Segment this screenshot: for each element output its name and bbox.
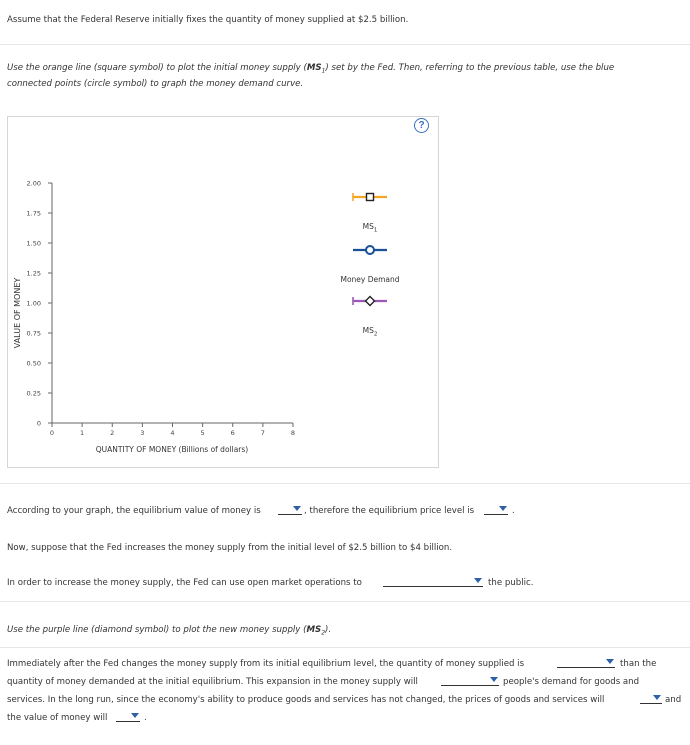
- x-tick-label: 1: [80, 429, 85, 437]
- chevron-down-icon: [653, 695, 661, 700]
- legend-item-0[interactable]: [353, 193, 387, 234]
- y-tick-label: 2.00: [26, 179, 41, 188]
- x-tick-label: 6: [230, 429, 235, 437]
- x-tick-label: 4: [170, 429, 175, 437]
- intro-text: Assume that the Federal Reserve initially fixes the quantity of money supplied at $2.5 billion.: [7, 15, 409, 25]
- divider: [0, 601, 690, 602]
- x-tick-label: 5: [200, 429, 205, 437]
- y-tick-label: 1.75: [26, 209, 41, 218]
- chevron-down-icon: [474, 578, 482, 583]
- quantity-supplied-dropdown[interactable]: [557, 657, 615, 668]
- legend-label: $MS_1$: [362, 222, 378, 234]
- legend-label: $MS_2$: [362, 326, 378, 338]
- legend-label: Money Demand: [340, 275, 400, 284]
- y-tick-label: 0.25: [26, 389, 41, 398]
- y-tick-label: 0: [36, 419, 41, 428]
- paragraph-line-1-b: than the: [620, 659, 657, 669]
- demand-effect-dropdown[interactable]: [441, 675, 499, 686]
- paragraph-line-4: the value of money will: [7, 713, 108, 723]
- open-market-dropdown[interactable]: [383, 576, 483, 587]
- chevron-down-icon: [131, 713, 139, 718]
- y-axis-label: VALUE OF MONEY: [13, 277, 22, 349]
- y-tick-label: 1.25: [26, 269, 41, 278]
- question-open-market: In order to increase the money supply, the Fed can use open market operations to: [7, 578, 362, 588]
- circle-icon: [366, 246, 374, 254]
- paragraph-line-1: Immediately after the Fed changes the money supply from its initial equilibrium level, the quantity of money supplied is: [7, 659, 525, 669]
- price-level-dropdown[interactable]: [484, 504, 508, 515]
- y-tick-label: 0.75: [26, 329, 41, 338]
- scenario-text: Now, suppose that the Fed increases the money supply from the initial level of $2.5 billion to $4 billion.: [7, 543, 453, 553]
- paragraph-line-3-b: and: [665, 695, 682, 705]
- paragraph-line-3: services. In the long run, since the economy's ability to produce goods and services has not changed, the prices of goods and services will: [7, 695, 605, 705]
- legend-item-1[interactable]: [340, 246, 399, 284]
- question-open-market-b: the public.: [488, 578, 534, 588]
- prices-dropdown[interactable]: [640, 693, 662, 704]
- value-of-money-dropdown[interactable]: [116, 711, 140, 722]
- x-axis-label: QUANTITY OF MONEY (Billions of dollars): [95, 445, 249, 454]
- x-tick-label: 2: [110, 429, 115, 437]
- chevron-down-icon: [293, 506, 301, 511]
- help-icon[interactable]: ?: [414, 118, 429, 133]
- divider: [0, 483, 690, 484]
- instruction-line-2: connected points (circle symbol) to graph the money demand curve.: [7, 79, 304, 89]
- y-tick-label: 1.00: [26, 299, 41, 308]
- y-tick-label: 1.50: [26, 239, 41, 248]
- period: .: [512, 506, 515, 516]
- paragraph-line-2: quantity of money demanded at the initial equilibrium. This expansion in the money supply will: [7, 677, 418, 687]
- chevron-down-icon: [490, 677, 498, 682]
- question-equilibrium-b: , therefore the equilibrium price level is: [304, 506, 475, 516]
- legend-item-2[interactable]: [353, 297, 387, 338]
- square-icon: [367, 194, 374, 201]
- chevron-down-icon: [499, 506, 507, 511]
- divider: [0, 647, 690, 648]
- x-tick-label: 8: [290, 429, 296, 437]
- y-tick-label: 0.50: [26, 359, 41, 368]
- chevron-down-icon: [606, 659, 614, 664]
- instruction-ms2: Use the purple line (diamond symbol) to plot the new money supply $(MS_2)$.: [7, 625, 332, 637]
- question-equilibrium: According to your graph, the equilibrium value of money is: [7, 506, 261, 516]
- diamond-icon: [366, 297, 375, 306]
- instruction-line-1: Use the orange line (square symbol) to plot the initial money supply $(MS_1)$ set by the Fed. Then, referring to the previous table, use the blue: [7, 63, 615, 75]
- paragraph-line-2-b: people's demand for goods and: [503, 677, 640, 687]
- x-tick-label: 7: [260, 429, 265, 437]
- x-tick-label: 3: [140, 429, 145, 437]
- axes: [27, 180, 296, 438]
- legend[interactable]: [340, 193, 399, 338]
- period: .: [144, 713, 147, 723]
- x-tick-label: 0: [49, 429, 55, 437]
- equilibrium-value-dropdown[interactable]: [278, 504, 302, 515]
